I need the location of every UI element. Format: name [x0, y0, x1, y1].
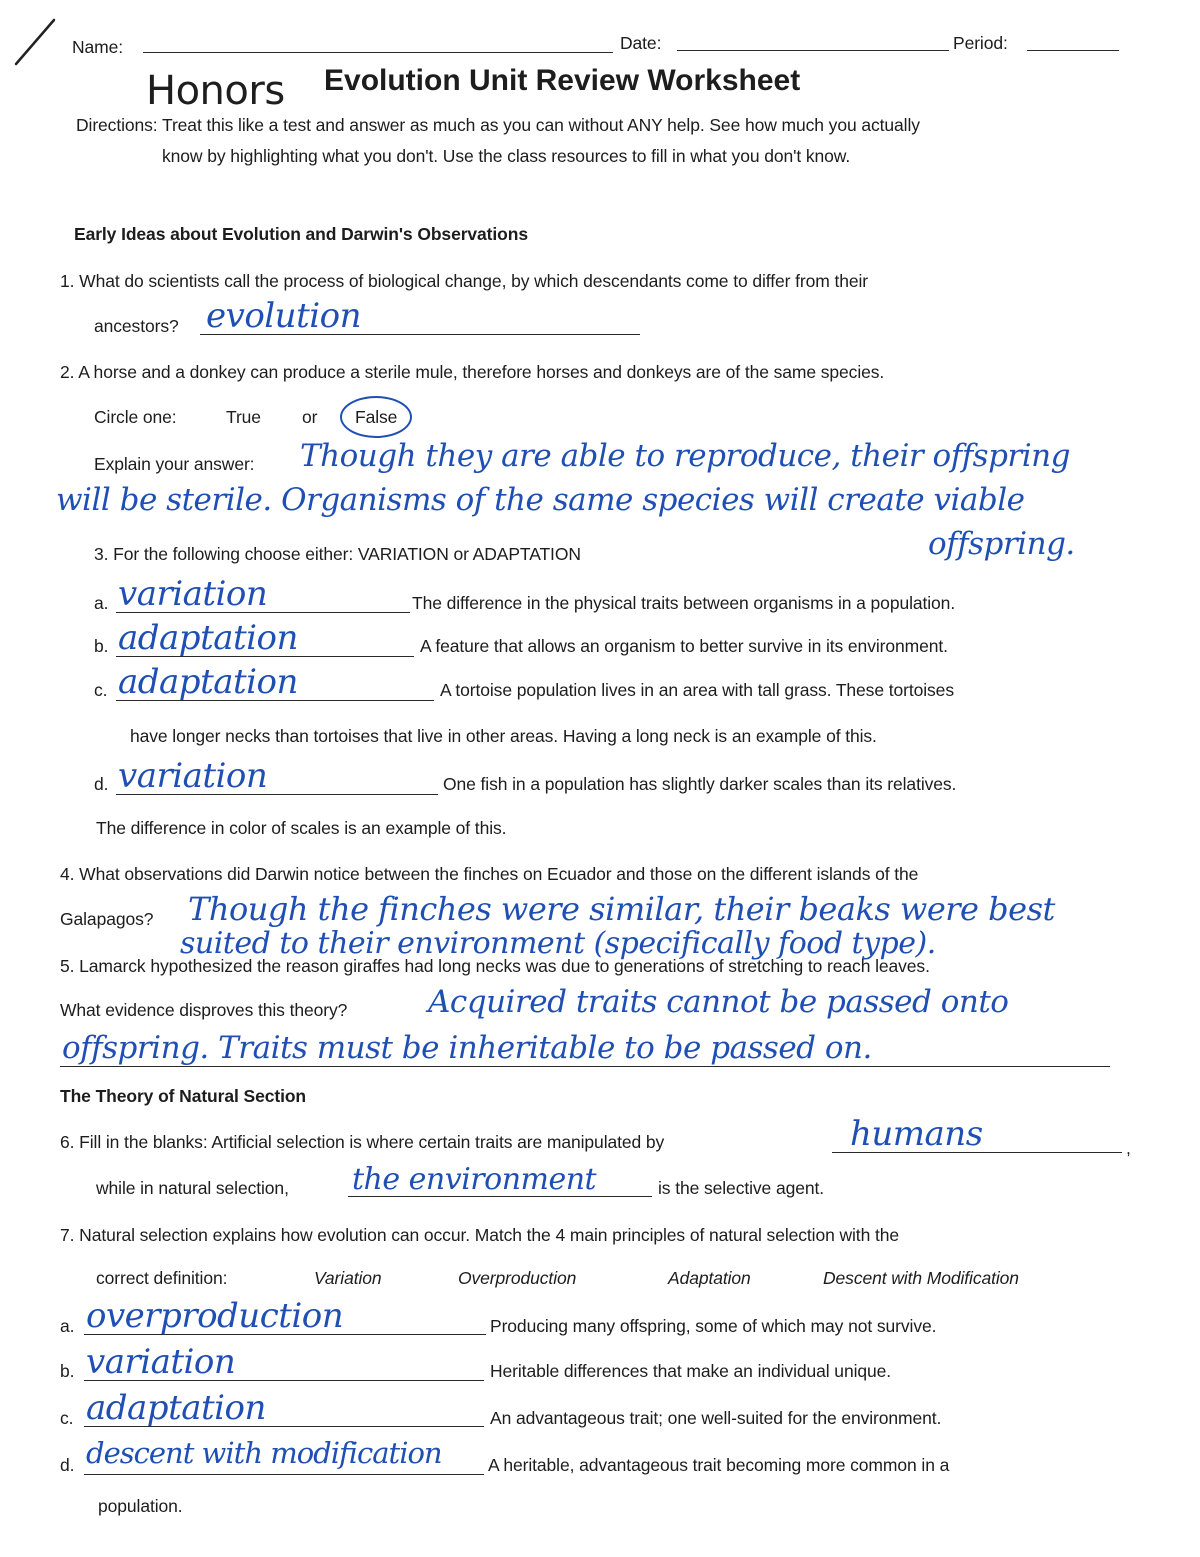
q7c-letter: c. [60, 1408, 74, 1428]
q7-term-overproduction: Overproduction [458, 1268, 577, 1288]
q7b-text: Heritable differences that make an individual unique. [490, 1361, 892, 1381]
q7-term-adaptation: Adaptation [668, 1268, 751, 1288]
q3b-answer: adaptation [118, 618, 298, 658]
directions-line-2: know by highlighting what you don't. Use the class resources to fill in what you don't know. [162, 146, 851, 166]
q6-text-1: 6. Fill in the blanks: Artificial selection is where certain traits are manipulated by [60, 1132, 665, 1152]
directions-line-1: Directions: Treat this like a test and answer as much as you can without ANY help. See how much you actually [76, 115, 920, 135]
period-label: Period: [953, 33, 1008, 53]
q6-answer-1: humans [850, 1114, 983, 1154]
q3d-answer: variation [118, 756, 268, 796]
q3d-text: One fish in a population has slightly darker scales than its relatives. [443, 774, 957, 794]
q5-text-2: What evidence disproves this theory? [60, 1000, 348, 1020]
q7b-letter: b. [60, 1361, 75, 1381]
q3a-text: The difference in the physical traits between organisms in a population. [412, 593, 956, 613]
q2-answer-line-1: Though they are able to reproduce, their offspring [300, 438, 1070, 474]
pen-mark-icon [10, 16, 60, 68]
page-title: Evolution Unit Review Worksheet [324, 64, 801, 97]
q2-option-or: or [302, 407, 318, 427]
q7b-answer: variation [86, 1342, 236, 1382]
q2-answer-line-3: offspring. [928, 526, 1075, 562]
q7c-text: An advantageous trait; one well-suited for the environment. [490, 1408, 942, 1428]
q1-answer: evolution [206, 296, 361, 336]
q5-answer-line[interactable] [60, 1066, 1110, 1067]
q7c-answer: adaptation [86, 1388, 266, 1428]
q5-answer-line-2: offspring. Traits must be inheritable to be passed on. [62, 1030, 872, 1066]
q7a-answer: overproduction [86, 1296, 344, 1336]
q7-term-variation: Variation [314, 1268, 382, 1288]
q7a-letter: a. [60, 1316, 75, 1336]
date-label: Date: [620, 33, 662, 53]
q4-text-1: 4. What observations did Darwin notice between the finches on Ecuador and those on the different islands of the [60, 864, 919, 884]
q3a-letter: a. [94, 593, 109, 613]
q7d-text: A heritable, advantageous trait becoming more common in a [488, 1455, 950, 1475]
q7d-answer-line[interactable] [84, 1474, 484, 1475]
q1-text-1: 1. What do scientists call the process of biological change, by which descendants come to differ from their [60, 271, 869, 291]
q4-text-2: Galapagos? [60, 909, 154, 929]
honors-handwritten: Honors [146, 68, 285, 114]
q7a-text: Producing many offspring, some of which may not survive. [490, 1316, 937, 1336]
q2-answer-line-2: will be sterile. Organisms of the same species will create viable [56, 482, 1025, 518]
q2-explain-label: Explain your answer: [94, 454, 255, 474]
q6-text-3: is the selective agent. [658, 1178, 824, 1198]
q4-answer-line-2: suited to their environment (specifically food type). [180, 926, 936, 961]
q3b-letter: b. [94, 636, 109, 656]
name-label: Name: [72, 37, 124, 57]
q7-text-1: 7. Natural selection explains how evolution can occur. Match the 4 main principles of natural selection with the [60, 1225, 899, 1245]
q7-term-descent: Descent with Modification [823, 1268, 1019, 1288]
date-field[interactable] [677, 50, 949, 51]
q2-option-true[interactable]: True [226, 407, 261, 427]
q5-text-1: 5. Lamarck hypothesized the reason giraffes had long necks was due to generations of stretching to reach leaves. [60, 956, 930, 976]
section-heading-early-ideas: Early Ideas about Evolution and Darwin's Observations [74, 224, 528, 244]
q3b-text: A feature that allows an organism to better survive in its environment. [420, 636, 948, 656]
q3c-text: A tortoise population lives in an area with tall grass. These tortoises [440, 680, 954, 700]
q2-text: 2. A horse and a donkey can produce a sterile mule, therefore horses and donkeys are of the same species. [60, 362, 885, 382]
q3c-text-2: have longer necks than tortoises that live in other areas. Having a long neck is an example of this. [130, 726, 877, 746]
q6-comma: , [1126, 1138, 1131, 1158]
name-field[interactable] [143, 52, 613, 53]
q7d-letter: d. [60, 1455, 75, 1475]
q3-text: 3. For the following choose either: VARIATION or ADAPTATION [94, 544, 581, 564]
q7d-text-2: population. [98, 1496, 183, 1516]
q7d-answer: descent with modification [86, 1436, 442, 1470]
q6-text-2: while in natural selection, [96, 1178, 289, 1198]
q3d-text-2: The difference in color of scales is an example of this. [96, 818, 507, 838]
q2-circle-label: Circle one: [94, 407, 177, 427]
q5-answer-line-1: Acquired traits cannot be passed onto [428, 984, 1009, 1020]
q7-text-2: correct definition: [96, 1268, 228, 1288]
q6-answer-2: the environment [352, 1162, 597, 1197]
q1-text-2: ancestors? [94, 316, 179, 336]
section-heading-natural-selection: The Theory of Natural Section [60, 1086, 307, 1106]
q3a-answer: variation [118, 574, 268, 614]
q3c-letter: c. [94, 680, 108, 700]
q2-option-false[interactable]: False [355, 407, 398, 427]
q3c-answer: adaptation [118, 662, 298, 702]
q2-answer-circle [340, 396, 412, 438]
q4-answer-line-1: Though the finches were similar, their beaks were best [188, 890, 1055, 928]
period-field[interactable] [1027, 50, 1119, 51]
q3d-letter: d. [94, 774, 109, 794]
